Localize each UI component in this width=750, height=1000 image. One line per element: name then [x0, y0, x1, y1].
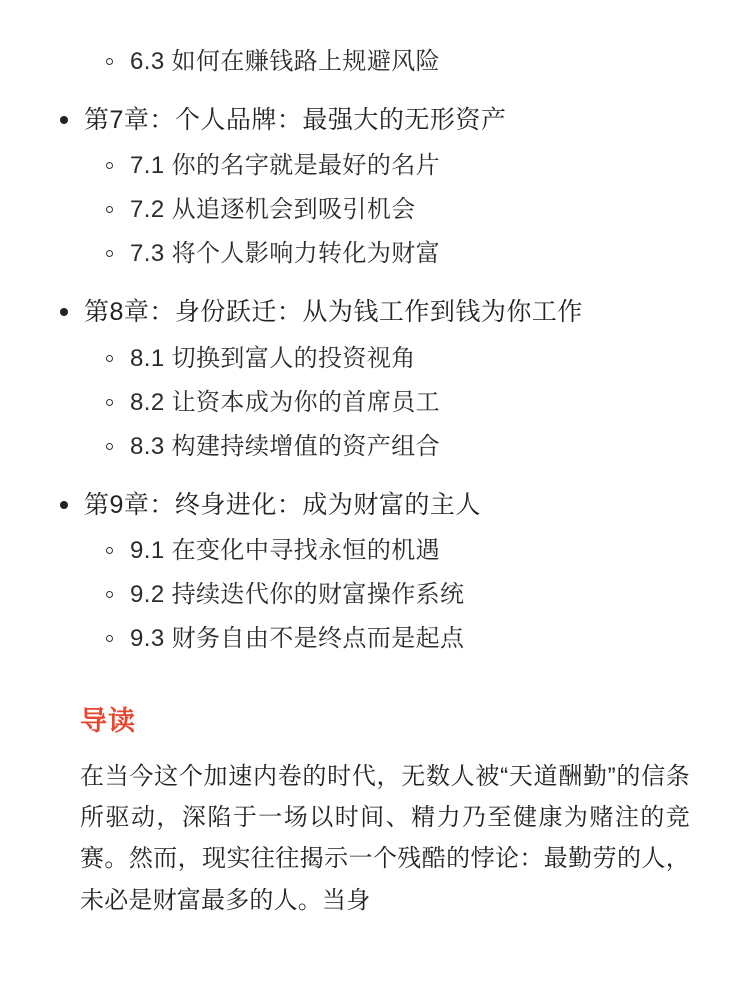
list-item [52, 102, 698, 272]
toc-chapter-9[interactable]: 第9章：终身进化：成为财富的主人 [52, 487, 698, 523]
toc-section-8-3[interactable]: 8.3 构建持续增值的资产组合 [52, 429, 698, 465]
table-of-contents [52, 44, 698, 657]
section-list-chapter-9 [52, 533, 698, 657]
intro-heading: 导读 [80, 705, 136, 736]
toc-section-7-2[interactable]: 7.2 从追逐机会到吸引机会 [52, 192, 698, 228]
toc-section-9-3[interactable]: 9.3 财务自由不是终点而是起点 [52, 621, 698, 657]
toc-section-8-2[interactable]: 8.2 让资本成为你的首席员工 [52, 385, 698, 421]
toc-chapter-8[interactable]: 第8章：身份跃迁：从为钱工作到钱为你工作 [52, 294, 698, 330]
toc-section-9-1[interactable]: 9.1 在变化中寻找永恒的机遇 [52, 533, 698, 569]
list-item [52, 487, 698, 657]
toc-section-9-2[interactable]: 9.2 持续迭代你的财富操作系统 [52, 577, 698, 613]
list-item [52, 44, 698, 80]
intro-paragraph: 在当今这个加速内卷的时代，无数人被“天道酬勤”的信条所驱动，深陷于一场以时间、精力乃至健康为赌注的竞赛。然而，现实往往揭示一个残酷的悖论：最勤劳的人，未必是财富最多的人。当身 [80, 762, 690, 914]
list-item [52, 294, 698, 464]
toc-section-8-1[interactable]: 8.1 切换到富人的投资视角 [52, 341, 698, 377]
toc-chapter-7[interactable]: 第7章：个人品牌：最强大的无形资产 [52, 102, 698, 138]
section-list-leading [52, 44, 698, 80]
toc-section-7-1[interactable]: 7.1 你的名字就是最好的名片 [52, 148, 698, 184]
toc-section-7-3[interactable]: 7.3 将个人影响力转化为财富 [52, 236, 698, 272]
section-list-chapter-7 [52, 148, 698, 272]
toc-section-6-3[interactable]: 6.3 如何在赚钱路上规避风险 [52, 44, 698, 80]
section-list-chapter-8 [52, 341, 698, 465]
